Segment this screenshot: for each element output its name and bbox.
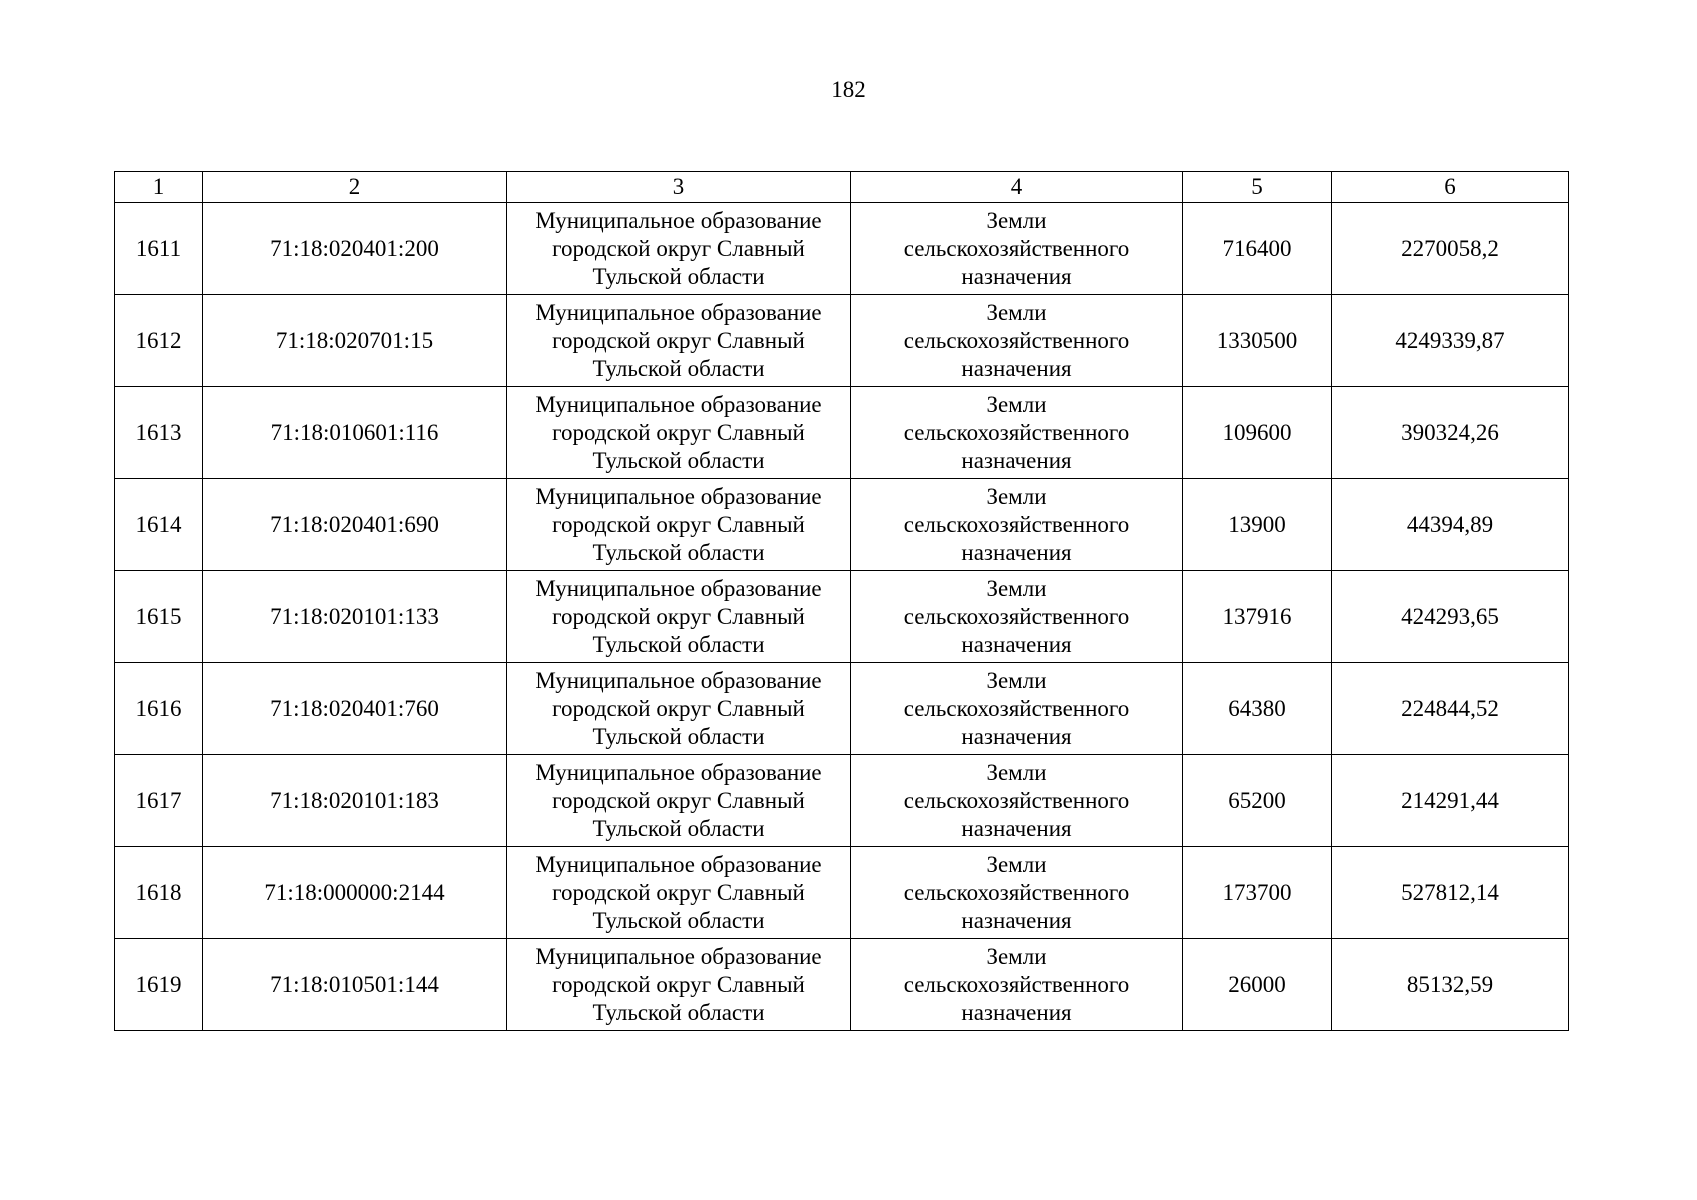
row-number: 1619: [115, 939, 203, 1031]
table-body: [115, 203, 1569, 1031]
land-category-cell: [851, 663, 1183, 755]
owner-text: Муниципальное образование городской округ Славный Тульской области: [535, 667, 822, 749]
cadastral-value: 85132,59: [1332, 939, 1569, 1031]
cadastral-number: 71:18:020101:133: [203, 571, 507, 663]
land-category-text: Земли сельскохозяйственного назначения: [903, 299, 1130, 381]
cadastral-number: 71:18:010501:144: [203, 939, 507, 1031]
cadastral-value: 390324,26: [1332, 387, 1569, 479]
land-category-cell: [851, 479, 1183, 571]
table-row: [115, 295, 1569, 387]
cadastral-value: 214291,44: [1332, 755, 1569, 847]
header-row: [115, 172, 1569, 203]
cadastral-number: 71:18:020401:760: [203, 663, 507, 755]
table-row: [115, 755, 1569, 847]
cadastral-value: 4249339,87: [1332, 295, 1569, 387]
table-row: [115, 939, 1569, 1031]
column-header-1: 1: [115, 172, 203, 203]
cadastral-number: 71:18:010601:116: [203, 387, 507, 479]
area-value: 13900: [1183, 479, 1332, 571]
area-value: 65200: [1183, 755, 1332, 847]
column-header-6: 6: [1332, 172, 1569, 203]
owner-cell: [507, 203, 851, 295]
cadastral-value: 44394,89: [1332, 479, 1569, 571]
land-category-cell: [851, 847, 1183, 939]
owner-text: Муниципальное образование городской округ Славный Тульской области: [535, 851, 822, 933]
owner-cell: [507, 387, 851, 479]
row-number: 1614: [115, 479, 203, 571]
area-value: 1330500: [1183, 295, 1332, 387]
column-header-3: 3: [507, 172, 851, 203]
owner-text: Муниципальное образование городской округ Славный Тульской области: [535, 483, 822, 565]
cadastral-value: 224844,52: [1332, 663, 1569, 755]
owner-cell: [507, 663, 851, 755]
table-row: [115, 847, 1569, 939]
owner-cell: [507, 571, 851, 663]
land-category-cell: [851, 939, 1183, 1031]
area-value: 137916: [1183, 571, 1332, 663]
cadastral-number: 71:18:020401:690: [203, 479, 507, 571]
table-row: [115, 663, 1569, 755]
owner-cell: [507, 295, 851, 387]
land-registry-table: [114, 171, 1569, 1031]
land-category-text: Земли сельскохозяйственного назначения: [903, 759, 1130, 841]
cadastral-number: 71:18:020401:200: [203, 203, 507, 295]
area-value: 716400: [1183, 203, 1332, 295]
area-value: 173700: [1183, 847, 1332, 939]
owner-text: Муниципальное образование городской округ Славный Тульской области: [535, 759, 822, 841]
table-row: [115, 203, 1569, 295]
owner-cell: [507, 755, 851, 847]
land-category-text: Земли сельскохозяйственного назначения: [903, 943, 1130, 1025]
row-number: 1616: [115, 663, 203, 755]
land-category-cell: [851, 387, 1183, 479]
area-value: 26000: [1183, 939, 1332, 1031]
land-category-cell: [851, 571, 1183, 663]
table-header: [115, 172, 1569, 203]
land-category-text: Земли сельскохозяйственного назначения: [903, 575, 1130, 657]
owner-text: Муниципальное образование городской округ Славный Тульской области: [535, 943, 822, 1025]
table-row: [115, 479, 1569, 571]
column-header-4: 4: [851, 172, 1183, 203]
cadastral-number: 71:18:020101:183: [203, 755, 507, 847]
row-number: 1617: [115, 755, 203, 847]
owner-text: Муниципальное образование городской округ Славный Тульской области: [535, 391, 822, 473]
area-value: 109600: [1183, 387, 1332, 479]
owner-text: Муниципальное образование городской округ Славный Тульской области: [535, 299, 822, 381]
cadastral-value: 527812,14: [1332, 847, 1569, 939]
land-category-cell: [851, 755, 1183, 847]
land-category-cell: [851, 295, 1183, 387]
land-category-text: Земли сельскохозяйственного назначения: [903, 667, 1130, 749]
row-number: 1612: [115, 295, 203, 387]
table-row: [115, 387, 1569, 479]
land-category-text: Земли сельскохозяйственного назначения: [903, 207, 1130, 289]
row-number: 1615: [115, 571, 203, 663]
page-number: 182: [831, 77, 866, 102]
cadastral-value: 424293,65: [1332, 571, 1569, 663]
cadastral-value: 2270058,2: [1332, 203, 1569, 295]
owner-text: Муниципальное образование городской округ Славный Тульской области: [535, 575, 822, 657]
land-category-text: Земли сельскохозяйственного назначения: [903, 851, 1130, 933]
owner-text: Муниципальное образование городской округ Славный Тульской области: [535, 207, 822, 289]
column-header-5: 5: [1183, 172, 1332, 203]
column-header-2: 2: [203, 172, 507, 203]
row-number: 1613: [115, 387, 203, 479]
land-category-cell: [851, 203, 1183, 295]
cadastral-number: 71:18:020701:15: [203, 295, 507, 387]
land-category-text: Земли сельскохозяйственного назначения: [903, 391, 1130, 473]
owner-cell: [507, 479, 851, 571]
owner-cell: [507, 939, 851, 1031]
table-row: [115, 571, 1569, 663]
row-number: 1611: [115, 203, 203, 295]
row-number: 1618: [115, 847, 203, 939]
area-value: 64380: [1183, 663, 1332, 755]
owner-cell: [507, 847, 851, 939]
cadastral-number: 71:18:000000:2144: [203, 847, 507, 939]
land-category-text: Земли сельскохозяйственного назначения: [903, 483, 1130, 565]
